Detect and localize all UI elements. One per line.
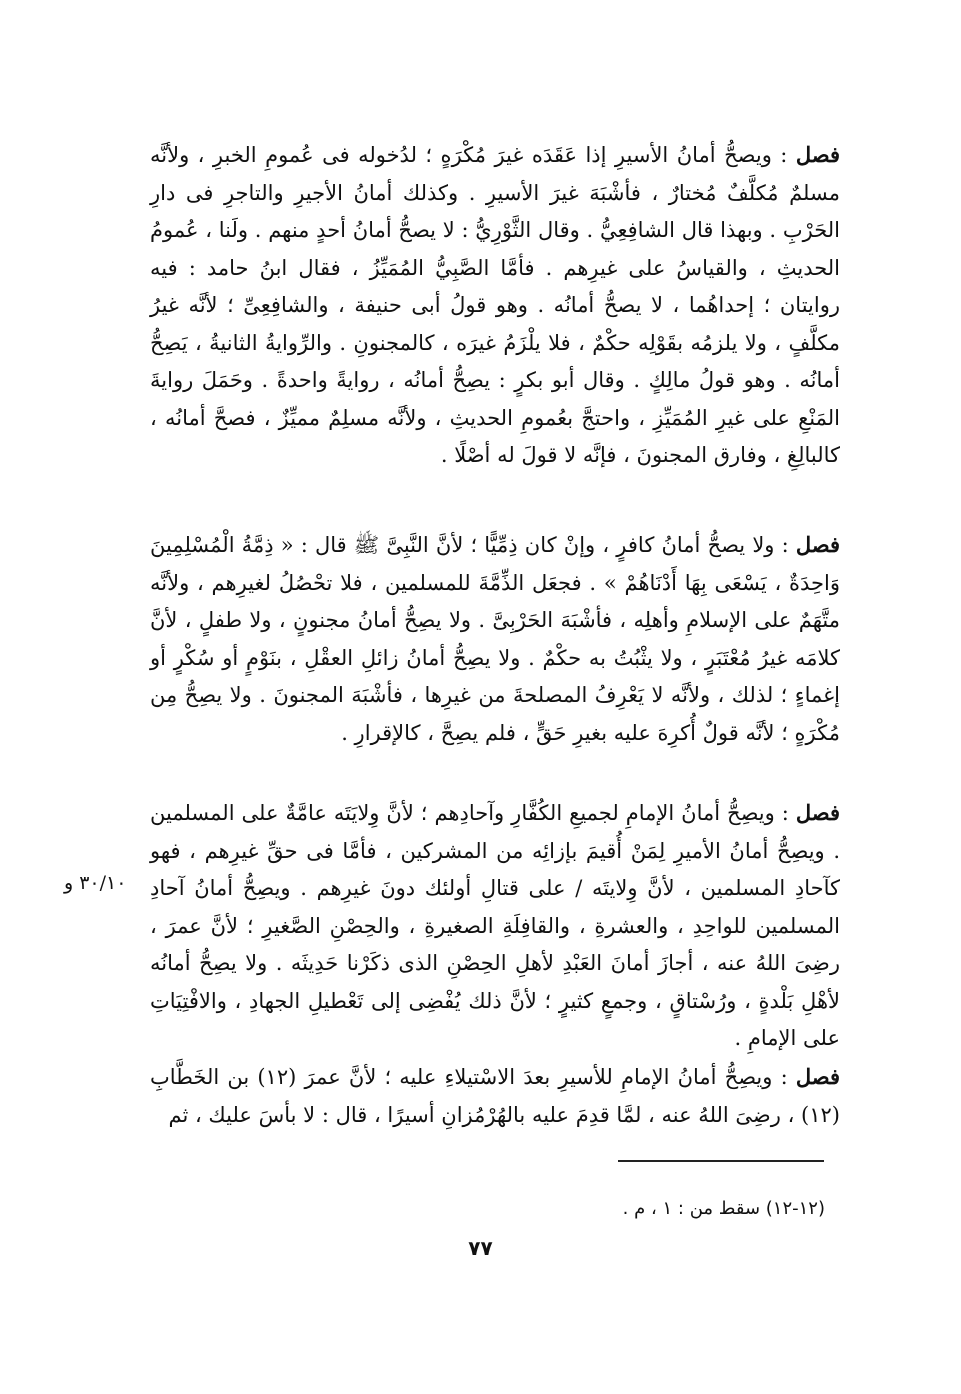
section-heading-fasl: فصل <box>795 1064 840 1089</box>
paragraph-3 <box>150 794 840 1058</box>
footnote: (١٢-١٢) سقط من : ١ ، م . <box>622 1198 825 1219</box>
paragraph-1 <box>150 136 840 475</box>
section-heading-fasl: فصل <box>795 800 840 825</box>
paragraph-2 <box>150 526 840 752</box>
paragraph-text: : ويصِحُّ أمانُ الإمامِ لجميعِ الكُفَّارِ وآحادِهم ؛ لأنَّ وِلايَتَه عامَّةٌ على المسلمين . ويصِحُّ أمانُ الأميرِ لِمَنْ أُقيمَ بإزائِه من المشركين ، فأمَّا فى حقِّ غيرِهم ، فهو كآحادِ المسلمين ، لأنَّ وِلايتَه / على قتالِ أولئك دونَ غيرِهم . ويصِحُّ أمانُ آحادِ المسلمين للواحِدِ ، والعشرةِ ، والقافِلَةِ الصغيرةِ ، والحِصْنِ الصَّغيرِ ؛ لأنَّ عمرَ ، رضِىَ اللهُ عنه ، أجازَ أمانَ العَبْدِ لأهلِ الحِصْنِ الذى ذكَرْنا حَدِيثَه . ولا يصِحُّ أمانُه لأهْلِ بَلْدةٍ ، ورُسْتاقٍ ، وجمعٍ كثيرٍ ؛ لأنَّ ذلك يُفْضِى إلى تَعْطيلِ الجهادِ ، والافْتِيَاتِ على الإمامِ . <box>150 801 840 1050</box>
page-number: ٧٧ <box>468 1236 493 1260</box>
paragraph-text: : ويصحُّ أمانُ الأسيرِ إذا عَقَدَه غيرَ مُكْرَهٍ ؛ لدُخوله فى عُمومِ الخبرِ ، ولأنَّه مسلمٌ مُكلَّفٌ مُختارٌ ، فأشْبَهَ غيرَ الأسيرِ . وكذلك أمانُ الأجيرِ والتاجرِ فى دارِ الحَرْبِ . وبهذا قال الشافِعِيُّ . وقال الثَّوْرِيُّ : لا يصحُّ أمانُ أحدٍ منهم . ولَنا ، عُمومُ الحديثِ ، والقياسُ على غيرِهم . فأمَّا الصَّبِيُّ المُمَيِّزُ ، فقال ابنُ حامد : فيه روايتان ؛ إحداهُما ، لا يصحُّ أمانُه . وهو قولُ أبى حنيفة ، والشافِعِىِّ ؛ لأنَّه غيرُ مكلَّفٍ ، ولا يلزمُه بقَوْلِه حكْمٌ ، فلا يلْزَمُ غيرَه ، كالمجنونِ . والرِّوايةُ الثانيةُ ، يَصِحُّ أمانُه . وهو قولُ مالِكٍ . وقال أبو بكرٍ : يصِحُّ أمانُه ، روايةً واحدةً . وحَمَلَ روايةَ المَنْعِ على غيرِ المُمَيِّزِ ، واحتجَّ بعُمومِ الحديثِ ، ولأنَّه مسلِمٌ مميِّزٌ ، فصحَّ أمانُه ، كالبالِغِ ، وفارق المجنونَ ، فإنَّه لا قولَ له أصْلًا . <box>150 143 840 467</box>
manuscript-folio-marker: ٣٠/١٠ و <box>64 872 127 894</box>
section-heading-fasl: فصل <box>795 532 840 557</box>
section-heading-fasl: فصل <box>795 142 840 167</box>
paragraph-4 <box>150 1058 840 1134</box>
footnote-divider <box>618 1160 824 1162</box>
paragraph-text: : ولا يصحُّ أمانُ كافرٍ ، وإنْ كان ذِمِّيًّا ؛ لأنَّ النَّبِىَّ ﷺ قال : « ذِمَّةُ الْمُسْلِمِينَ وَاحِدَةٌ ، يَسْعَى بِهَا أَدْنَاهُمْ » . فجعَل الذِّمَّةَ للمسلمين ، فلا تحْصُلُ لغيرِهم ، ولأنَّه متَّهَمٌ على الإسلامِ وأهلِه ، فأشْبَهَ الحَرْبِىَّ . ولا يصِحُّ أمانُ مجنونٍ ، ولا طفلٍ ، لأنَّ كلامَه غيرُ مُعْتَبَرٍ ، ولا يثْبُتُ به حكْمٌ . ولا يصِحُّ أمانُ زائلِ العقْلِ ، بنَوْمٍ أو سُكْرٍ أو إغماءٍ ؛ لذلك ، ولأنَّه لا يَعْرِفُ المصلحةَ من غيرِها ، فأشْبَهَ المجنونَ . ولا يصِحُّ مِن مُكْرَهٍ ؛ لأنَّه قولٌ أُكرِهَ عليه بغيرِ حَقٍّ ، فلم يصِحَّ ، كالإقرارِ . <box>150 533 840 745</box>
paragraph-text: : ويصِحُّ أمانُ الإمامِ للأسيرِ بعدَ الاسْتيلاءِ عليه ؛ لأنَّ عمرَ (١٢) بن الخَطَّابِ (١٢) ، رضِىَ اللهُ عنه ، لمَّا قدِمَ عليه بالهُرْمُزانِ أسيرًا ، قال : لا بأسَ عليك ، ثم <box>150 1065 840 1127</box>
